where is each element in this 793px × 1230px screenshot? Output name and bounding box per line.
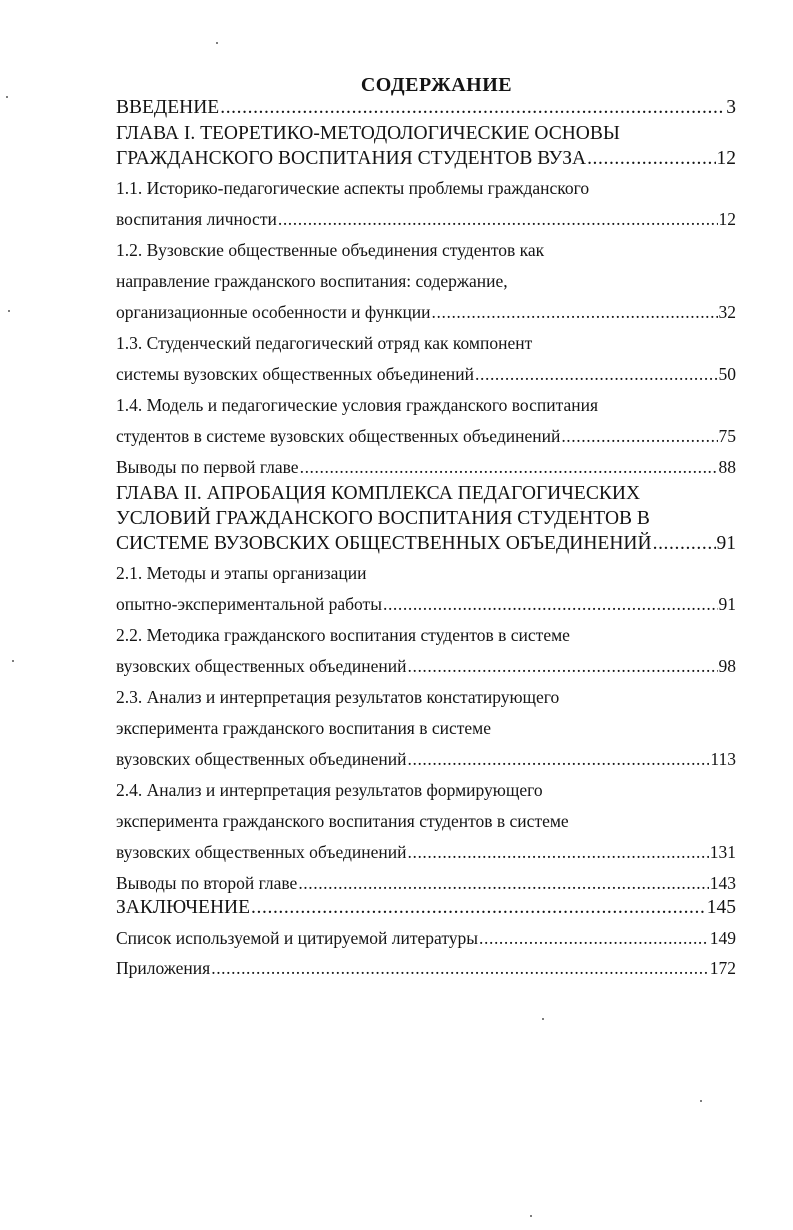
toc-leader-dots [278, 206, 718, 232]
toc-leader-dots [408, 839, 709, 865]
toc-entry-text: 2.2. Методика гражданского воспитания студентов в системе [116, 625, 570, 645]
page-title: СОДЕРЖАНИЕ [360, 74, 513, 96]
toc-leader-dots [298, 870, 708, 896]
toc-entry-introduction [116, 96, 736, 120]
toc-entry-text: Приложения [116, 958, 211, 978]
toc-leader-dots [561, 423, 717, 449]
toc-entry-text: СИСТЕМЕ ВУЗОВСКИХ ОБЩЕСТВЕННЫХ ОБЪЕДИНЕНИЙ [116, 533, 652, 554]
toc-entry-2-3-cont [116, 715, 736, 741]
toc-page-number: 131 [709, 842, 736, 862]
scan-speck [700, 1100, 702, 1102]
toc-page-number: 149 [709, 928, 736, 948]
toc-entry-1-4-cont [116, 423, 736, 449]
toc-leader-dots [220, 96, 725, 120]
toc-entry-2-3 [116, 684, 736, 710]
toc-entry-1-2-cont [116, 268, 736, 294]
toc-entry-chapter-2-cont [116, 507, 736, 531]
toc-page-number: 32 [718, 302, 736, 322]
toc-entry-text: УСЛОВИЙ ГРАЖДАНСКОГО ВОСПИТАНИЯ СТУДЕНТОВ В [116, 508, 650, 529]
toc-entry-conclusion [116, 896, 736, 920]
toc-entry-text: системы вузовских общественных объединений [116, 364, 475, 384]
scan-speck [6, 96, 8, 98]
toc-entry-text: 1.1. Историко-педагогические аспекты проблемы гражданского [116, 178, 590, 198]
toc-entry-1-2 [116, 237, 736, 263]
toc-entry-text: 2.4. Анализ и интерпретация результатов формирующего [116, 780, 543, 800]
toc-entry-text: эксперимента гражданского воспитания студентов в системе [116, 811, 569, 831]
toc-entry-1-2-cont2 [116, 299, 736, 325]
toc-leader-dots [383, 591, 718, 617]
toc-entry-1-3 [116, 330, 736, 356]
toc-entry-text: 1.3. Студенческий педагогический отряд как компонент [116, 333, 533, 353]
toc-page-number: 91 [716, 533, 736, 554]
toc-page-number: 98 [718, 656, 736, 676]
toc-entry-text: Выводы по первой главе [116, 457, 299, 477]
toc-leader-dots [432, 299, 718, 325]
toc-page-number: 12 [718, 209, 736, 229]
toc-entry-2-4 [116, 777, 736, 803]
toc-leader-dots [211, 955, 709, 981]
scan-speck [8, 310, 10, 312]
toc-page-number: 75 [718, 426, 736, 446]
toc-entry-text: ЗАКЛЮЧЕНИЕ [116, 897, 251, 918]
toc-entry-chapter-2-conclusions [116, 870, 736, 896]
toc-leader-dots [587, 147, 715, 171]
toc-entry-text: опытно-экспериментальной работы [116, 594, 382, 614]
toc-entry-text: организационные особенности и функции [116, 302, 431, 322]
toc-entry-1-4 [116, 392, 736, 418]
toc-entry-text: воспитания личности [116, 209, 277, 229]
toc-entry-2-1-cont [116, 591, 736, 617]
toc-page-number: 50 [718, 364, 736, 384]
toc-leader-dots [479, 925, 709, 951]
toc-page-number: 145 [706, 897, 736, 918]
toc-page-number: 3 [726, 97, 736, 118]
toc-leader-dots [408, 653, 718, 679]
toc-entry-2-1 [116, 560, 736, 586]
toc-entry-text: вузовских общественных объединений [116, 656, 407, 676]
scan-speck [12, 660, 14, 662]
toc-entry-2-4-cont2 [116, 839, 736, 865]
toc-entry-chapter-2-cont2 [116, 532, 736, 556]
toc-entry-chapter-1-cont [116, 147, 736, 171]
toc-entry-text: эксперимента гражданского воспитания в системе [116, 718, 492, 738]
toc-entry-text: 2.1. Методы и этапы организации [116, 563, 367, 583]
toc-entry-1-1 [116, 175, 736, 201]
toc-entry-text: Выводы по второй главе [116, 873, 298, 893]
toc-entry-text: студентов в системе вузовских общественных объединений [116, 426, 561, 446]
toc-entry-2-2 [116, 622, 736, 648]
toc-entry-text: направление гражданского воспитания: содержание, [116, 271, 508, 291]
toc-page-number: 12 [716, 148, 736, 169]
toc-entry-text: 1.2. Вузовские общественные объединения студентов как [116, 240, 545, 260]
toc-leader-dots [408, 746, 710, 772]
toc-entry-text: 1.4. Модель и педагогические условия гражданского воспитания [116, 395, 598, 415]
toc-leader-dots [300, 454, 718, 480]
toc-entry-1-3-cont [116, 361, 736, 387]
toc-leader-dots [251, 896, 706, 920]
toc-entry-2-2-cont [116, 653, 736, 679]
toc-page-number: 143 [709, 873, 736, 893]
toc-entry-text: ГРАЖДАНСКОГО ВОСПИТАНИЯ СТУДЕНТОВ ВУЗА [116, 148, 587, 169]
toc-entry-2-3-cont2 [116, 746, 736, 772]
toc-page-number: 172 [709, 958, 736, 978]
toc-entry-chapter-1-conclusions [116, 454, 736, 480]
toc-entry-1-1-cont [116, 206, 736, 232]
toc-entry-text: Список используемой и цитируемой литературы [116, 928, 479, 948]
toc-entry-2-4-cont [116, 808, 736, 834]
toc-entry-appendices [116, 955, 736, 981]
toc-entry-chapter-1 [116, 122, 736, 146]
toc-page-number: 88 [718, 457, 736, 477]
toc-entry-text: ГЛАВА I. ТЕОРЕТИКО-МЕТОДОЛОГИЧЕСКИЕ ОСНОВЫ [116, 123, 620, 144]
toc-entry-chapter-2 [116, 482, 736, 506]
scan-speck [530, 1215, 532, 1217]
toc-entry-text: вузовских общественных объединений [116, 749, 407, 769]
scan-speck [216, 42, 218, 44]
toc-entry-bibliography [116, 925, 736, 951]
scan-speck [542, 1018, 544, 1020]
toc-leader-dots [475, 361, 717, 387]
toc-entry-text: 2.3. Анализ и интерпретация результатов констатирующего [116, 687, 560, 707]
toc-entry-text: ВВЕДЕНИЕ [116, 97, 220, 118]
toc-page-number: 113 [710, 749, 736, 769]
toc-entry-text: вузовских общественных объединений [116, 842, 407, 862]
toc-entry-text: ГЛАВА II. АПРОБАЦИЯ КОМПЛЕКСА ПЕДАГОГИЧЕСКИХ [116, 483, 641, 504]
toc-page-number: 91 [718, 594, 736, 614]
toc-leader-dots [653, 532, 716, 556]
